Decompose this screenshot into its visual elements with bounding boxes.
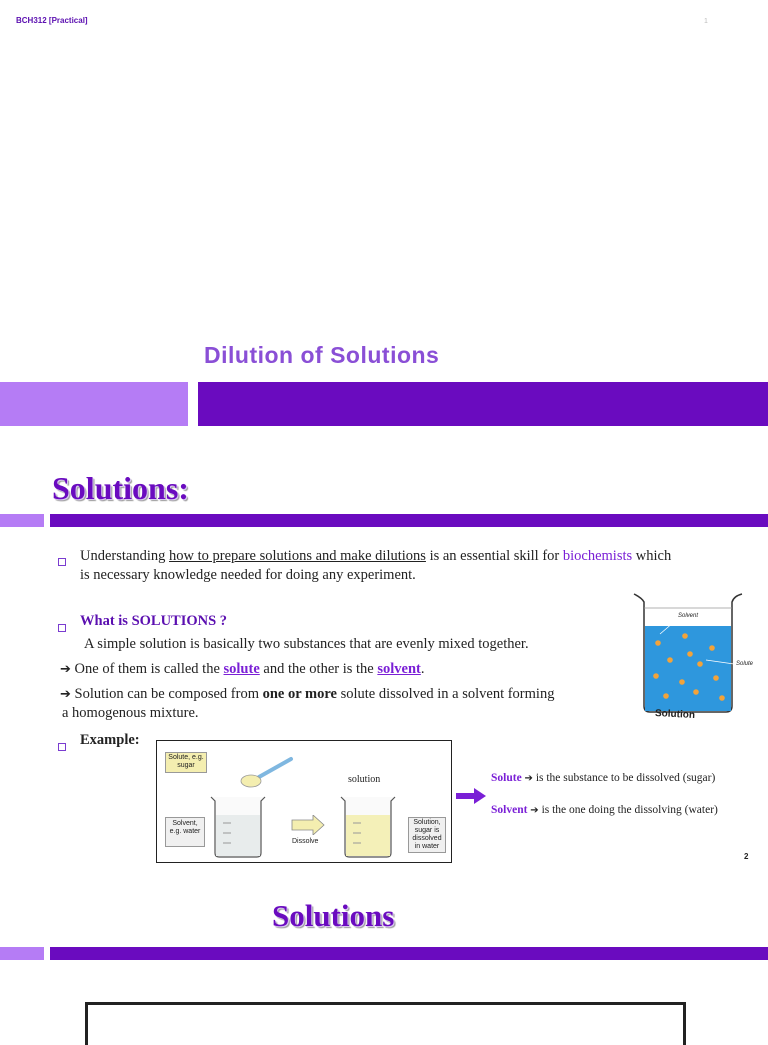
- bullet1-underlined: how to prepare solutions and make dilutions: [169, 548, 426, 564]
- bullet-square-icon: [58, 553, 66, 571]
- slide2-title: Solutions:: [52, 470, 189, 506]
- solution-label: solution: [348, 774, 381, 785]
- arrow1-text: [60, 660, 424, 679]
- arrow-right-icon: ➔: [530, 805, 539, 816]
- definition-solvent: [491, 804, 718, 816]
- solute-tag: Solute, e.g. sugar: [165, 752, 207, 773]
- definition-solvent-term: Solvent: [491, 804, 528, 816]
- slide2-bar-light: [0, 514, 44, 527]
- bullet1-pre: Understanding: [80, 548, 169, 564]
- beaker-solvent-icon: [209, 793, 267, 859]
- slide1-title: Dilution of Solutions: [204, 342, 440, 368]
- arrow1-post: .: [420, 661, 425, 677]
- solution-tag: Solution, sugar is dissolved in water: [408, 817, 446, 853]
- slide3-title: Solutions: [272, 898, 395, 933]
- example-diagram: [156, 740, 452, 863]
- beaker-solution-icon: [339, 793, 397, 859]
- bullet1-text: [80, 547, 760, 585]
- purple-arrow-icon: [456, 788, 486, 804]
- page-mark: 1: [704, 18, 708, 25]
- title-bar-light: [0, 382, 188, 426]
- arrow-right-icon: ➔: [60, 687, 71, 702]
- bullet-square-icon: [58, 619, 66, 637]
- spoon-icon: [237, 755, 295, 789]
- bullet2-heading: What is SOLUTIONS ?: [80, 613, 228, 629]
- arrow1-pre: One of them is called the: [74, 661, 224, 677]
- solvent-tag: Solvent, e.g. water: [165, 817, 205, 847]
- arrow-right-icon: ➔: [60, 662, 71, 677]
- slide2-bar-dark: [50, 514, 768, 527]
- bullet1-mid: is an essential skill for: [425, 548, 563, 564]
- beaker-solute-label: Solute: [736, 661, 754, 667]
- page-number: 2: [744, 852, 749, 861]
- solute-term: solute: [223, 661, 260, 677]
- arrow2-text: [60, 685, 620, 704]
- bullet-square-icon: [58, 738, 66, 756]
- arrow2-bold: one or more: [262, 686, 337, 702]
- title-bar-dark: [198, 382, 768, 426]
- arrow1-mid: and the other is the: [259, 661, 378, 677]
- slide3-bar-light: [0, 947, 44, 960]
- course-header: BCH312 [Practical]: [16, 16, 88, 25]
- slide3-bar-dark: [50, 947, 768, 960]
- beaker-caption: Solution: [654, 707, 696, 722]
- beaker-illustration: [630, 588, 765, 728]
- beaker-solvent-label: Solvent: [678, 613, 699, 619]
- arrow-right-icon: ➔: [524, 773, 533, 784]
- arrow2-pre: Solution can be composed from: [74, 686, 263, 702]
- bullet2-line: A simple solution is basically two substances that are evenly mixed together.: [84, 636, 529, 652]
- bullet1-post: which: [632, 548, 672, 564]
- definition-solute-text: is the substance to be dissolved (sugar): [532, 772, 716, 784]
- bullet1-line2: is necessary knowledge needed for doing any experiment.: [80, 567, 416, 583]
- arrow2-post: solute dissolved in a solvent forming: [336, 686, 555, 702]
- example-label: Example:: [80, 732, 140, 748]
- definition-solvent-text: is the one doing the dissolving (water): [538, 804, 718, 816]
- solvent-term: solvent: [377, 661, 421, 677]
- definition-solute: [491, 772, 715, 784]
- definition-solute-term: Solute: [491, 772, 522, 784]
- dissolve-label: Dissolve: [292, 838, 319, 845]
- dissolve-arrow-icon: [291, 815, 325, 835]
- arrow2-line2: a homogenous mixture.: [62, 705, 199, 721]
- bullet1-highlight: biochemists: [562, 548, 633, 564]
